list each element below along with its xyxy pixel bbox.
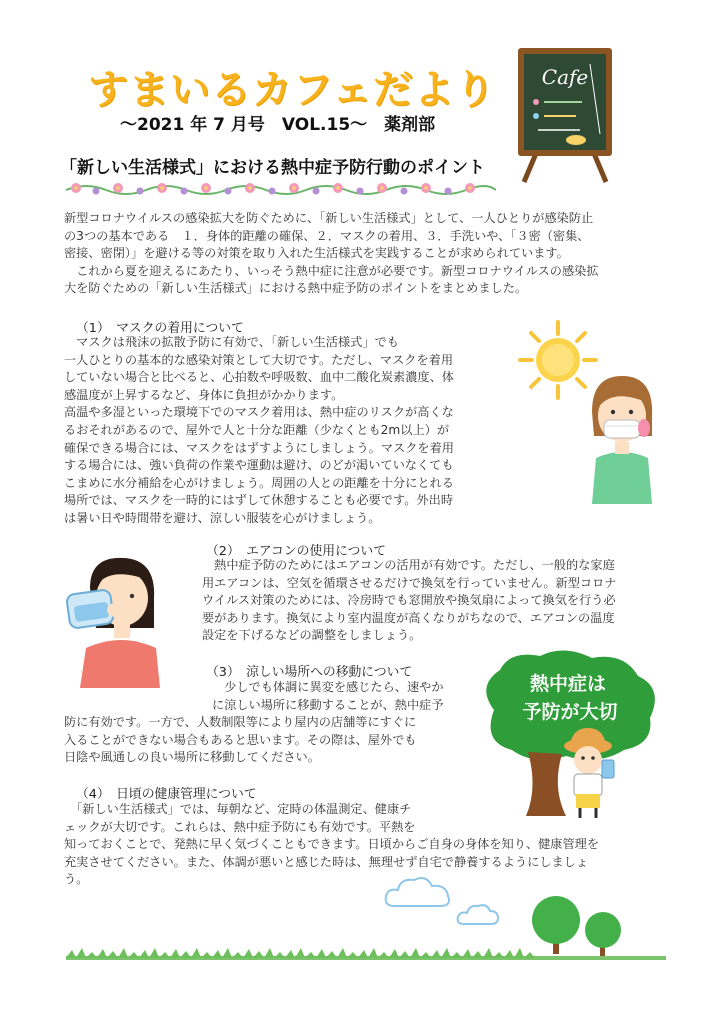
- section-3-line: 日陰や風通しの良い場所に移動してください。: [64, 750, 320, 765]
- section-2-line: 用エアコンは、空気を循環させるだけで換気を行っていません。新型コロナ: [202, 575, 617, 590]
- intro-line: これから夏を迎えるにあたり、いっそう熱中症に注意が必要です。新型コロナウイルスの感染拡: [64, 263, 599, 278]
- masked-woman-icon: [582, 372, 662, 504]
- section-1-line: は暑い日や時間帯を避け、涼しい服装を心がけましょう。: [64, 510, 381, 525]
- tree-sign-line2: 予防が大切: [522, 701, 618, 723]
- section-2-heading: （2） エアコンの使用について: [206, 544, 387, 559]
- section-1-line: 確保できる場合には、マスクをはずすようにしましょう。マスクを着用: [64, 440, 454, 455]
- section-1-line: していない場合と比べると、心拍数や呼吸数、血中二酸化炭素濃度、体: [64, 370, 454, 385]
- section-1-line: 一人ひとりの基本的な感染対策として大切です。ただし、マスクを着用: [64, 352, 454, 367]
- section-2-body: [202, 557, 667, 645]
- section-4-line: う。: [64, 872, 89, 887]
- section-3-line: 少しでも体調に異変を感じたら、速やか: [212, 680, 444, 694]
- section-4-line: ェックが大切です。これらは、熱中症予防にも有効です。平熱を: [64, 819, 416, 834]
- section-2-line: ウイルス対策のためには、冷房時でも窓開放や換気扇によって換気を行う必: [202, 593, 616, 608]
- intro-line: 大を防ぐための「新しい生活様式」における熱中症予防のポイントをまとめました。: [64, 281, 528, 296]
- section-4-body: [64, 801, 674, 889]
- drinking-girl-icon: [60, 548, 170, 688]
- section-1-line: 感温度が上昇するなど、身体に負担がかかります。: [64, 387, 344, 402]
- intro-line: の3つの基本である １．身体的距離の確保、２．マスクの着用、３．手洗いや、「３密（密集、: [64, 228, 590, 243]
- section-2-line: 熱中症予防のためにはエアコンの活用が有効です。ただし、一般的な家庭: [202, 558, 615, 572]
- section-4-line: 充実させてください。また、体調が悪いと感じた時は、無理せず自宅で静養するようにしましょ: [64, 854, 589, 869]
- cloud-icon: [384, 874, 454, 914]
- section-4-heading: （4） 日頃の健康管理について: [76, 787, 257, 802]
- section-4-line: 「新しい生活様式」では、毎朝など、定時の体温測定、健康チ: [64, 802, 412, 816]
- tree-sign-line1: 熱中症は: [529, 673, 607, 695]
- section-3-line: 防に有効です。一方で、人数制限等により屋内の店舗等にすぐに: [64, 715, 417, 730]
- section-1-line: する場合には、強い負荷の作業や運動は避け、のどが渇いていなくても: [64, 458, 454, 473]
- section-1-line: 場所では、マスクを一時的にはずして休憩することも必要です。外出時: [64, 493, 454, 508]
- board-text: Cafe: [541, 65, 589, 89]
- grass-icon: [66, 944, 666, 968]
- cafe-board-icon: [510, 44, 620, 184]
- section-1-body: [64, 334, 504, 528]
- flower-garland-icon: [66, 176, 496, 200]
- intro-line: 新型コロナウイルスの感染拡大を防ぐために、「新しい生活様式」として、一人ひとりが感染防止: [64, 211, 594, 225]
- section-2-line: 要があります。換気により室内温度が高くなりがちなので、エアコンの温度: [202, 610, 615, 625]
- section-3-heading: （3） 涼しい場所への移動について: [206, 665, 413, 680]
- issue-subtitle: ～2021 年 7 月号 VOL.15～ 薬剤部: [120, 115, 436, 135]
- section-4-line: 知っておくことで、発熱に早く気づくこともできます。日頃からご自身の身体を知り、健康管理を: [64, 837, 600, 852]
- newsletter-title: すまいるカフェだより: [88, 67, 496, 113]
- tree-boy-icon: [474, 648, 664, 820]
- section-1-line: こまめに水分補給を心がけましょう。周囲の人との距離を十分にとれる: [64, 475, 454, 490]
- section-3-line: 入ることができない場合もあると思います。その際は、屋外でも: [64, 732, 417, 747]
- cloud-icon: [456, 902, 500, 930]
- intro-line: 密接、密閉）」を避ける等の対策を取り入れた生活様式を実践することが求められています。: [64, 246, 569, 261]
- section-3-line: に涼しい場所に移動することが、熱中症予: [212, 697, 444, 712]
- section-1-line: 高温や多湿といった環境下でのマスク着用は、熱中症のリスクが高くな: [64, 405, 454, 420]
- section-1-heading: （1） マスクの着用について: [76, 321, 244, 336]
- main-heading: 「新しい生活様式」における熱中症予防行動のポイント: [60, 158, 485, 178]
- section-3-body: [64, 679, 464, 767]
- section-1-line: るおそれがあるので、屋外で人と十分な距離（少なくとも2m以上）が: [64, 422, 450, 437]
- intro-paragraph: [64, 210, 664, 298]
- section-1-line: マスクは飛沫の拡散予防に有効で、「新しい生活様式」でも: [64, 335, 399, 349]
- section-2-line: 設定を下げるなどの調整をしましょう。: [202, 628, 422, 643]
